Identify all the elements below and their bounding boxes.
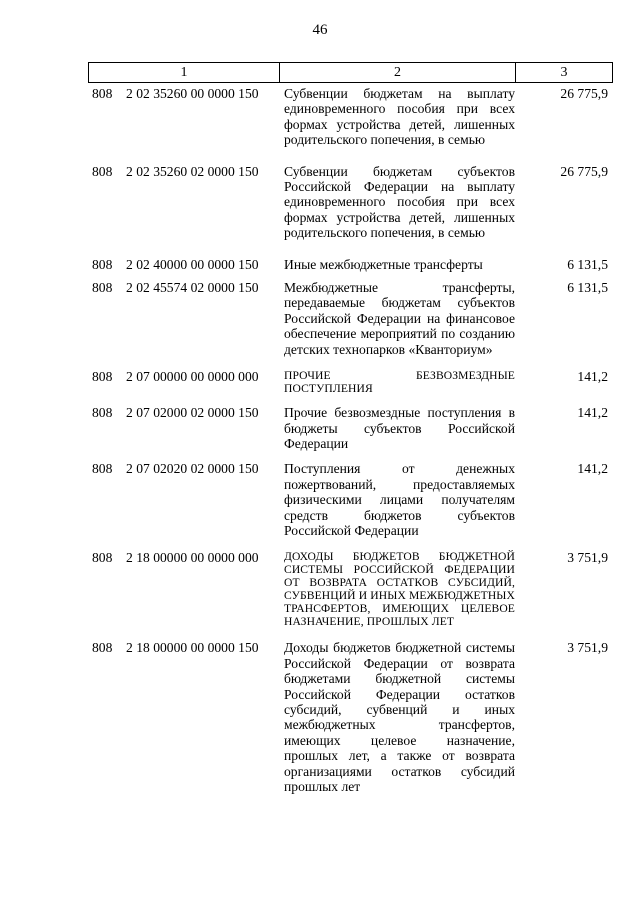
budget-code: 2 02 35260 02 0000 150 xyxy=(126,163,259,179)
table-row xyxy=(88,369,613,395)
amount-cell: 26 775,9 xyxy=(560,163,608,179)
admin-code: 808 xyxy=(92,405,113,421)
page-number: 46 xyxy=(312,22,328,38)
code-cell xyxy=(88,86,279,148)
description-cell: Субвенции бюджетам на выплату единовременного пособия при всех формах устройства детей, лишенных родительского попечения, в семью xyxy=(284,86,515,148)
table-header xyxy=(88,62,613,83)
header-col-1: 1 xyxy=(89,63,280,82)
description-cell: Субвенции бюджетам субъектов Российской Федерации на выплату единовременного пособия при всех формах устройства детей, лишенных родительского попечения, в семью xyxy=(284,163,515,241)
budget-code: 2 18 00000 00 0000 000 xyxy=(126,550,259,566)
description-cell: Прочие безвозмездные поступления в бюджеты субъектов Российской Федерации xyxy=(284,405,515,451)
admin-code: 808 xyxy=(92,86,113,101)
code-cell xyxy=(88,640,279,794)
budget-code: 2 07 02000 02 0000 150 xyxy=(126,405,259,421)
code-cell xyxy=(88,164,279,241)
table-row xyxy=(88,280,613,357)
admin-code: 808 xyxy=(92,256,113,272)
admin-code: 808 xyxy=(92,280,113,296)
table-row xyxy=(88,461,613,538)
description-cell: Межбюджетные трансферты, передаваемые бюджетам субъектов Российской Федерации на финансовое обеспечение мероприятий по созданию детских технопарков «Кванториум» xyxy=(284,280,515,357)
code-cell xyxy=(88,461,279,538)
amount-cell: 141,2 xyxy=(577,369,608,385)
table-row xyxy=(88,86,613,148)
budget-code: 2 18 00000 00 0000 150 xyxy=(126,640,259,656)
admin-code: 808 xyxy=(92,640,113,656)
amount-cell: 141,2 xyxy=(577,461,608,477)
code-cell xyxy=(88,280,279,357)
code-cell xyxy=(88,369,279,395)
description-cell: Поступления от денежных пожертвований, предоставляемых физическими лицами получателям средств бюджетов субъектов Российской Федерации xyxy=(284,461,515,538)
amount-cell: 3 751,9 xyxy=(567,550,608,566)
table-row xyxy=(88,550,613,628)
budget-code: 2 02 40000 00 0000 150 xyxy=(126,256,259,272)
budget-code: 2 02 45574 02 0000 150 xyxy=(126,280,259,296)
admin-code: 808 xyxy=(92,550,113,566)
amount-cell: 6 131,5 xyxy=(567,280,608,296)
amount-cell: 3 751,9 xyxy=(567,640,608,656)
amount-cell: 6 131,5 xyxy=(567,256,608,272)
budget-code: 2 07 00000 00 0000 000 xyxy=(126,369,259,385)
table-body xyxy=(88,86,613,794)
amount-cell: 26 775,9 xyxy=(560,86,608,101)
header-col-3: 3 xyxy=(560,64,568,80)
description-cell: Доходы бюджетов бюджетной системы Российской Федерации от возврата бюджетами бюджетной системы Российской Федерации остатков субсидий, субвенций и иных межбюджетных трансфертов, имеющих целевое назначение, прошлых лет, а также от возврата организациями остатков субсидий прошлых лет xyxy=(284,640,515,794)
admin-code: 808 xyxy=(92,369,113,385)
header-col-2: 2 xyxy=(280,63,516,82)
table-row xyxy=(88,164,613,241)
table-row xyxy=(88,640,613,794)
admin-code: 808 xyxy=(92,461,113,477)
table-row xyxy=(88,405,613,451)
table-row xyxy=(88,257,613,272)
description-cell: ДОХОДЫ БЮДЖЕТОВ БЮДЖЕТНОЙ СИСТЕМЫ РОССИЙСКОЙ ФЕДЕРАЦИИ ОТ ВОЗВРАТА ОСТАТКОВ СУБСИДИЙ, СУБВЕНЦИЙ И ИНЫХ МЕЖБЮДЖЕТНЫХ ТРАНСФЕРТОВ, ИМЕЮЩИХ ЦЕЛЕВОЕ НАЗНАЧЕНИЕ, ПРОШЛЫХ ЛЕТ xyxy=(284,550,515,629)
code-cell xyxy=(88,257,279,272)
description-cell: Иные межбюджетные трансферты xyxy=(284,256,483,272)
budget-code: 2 07 02020 02 0000 150 xyxy=(126,461,259,477)
budget-code: 2 02 35260 00 0000 150 xyxy=(126,86,259,101)
amount-cell: 141,2 xyxy=(577,405,608,421)
admin-code: 808 xyxy=(92,163,113,179)
code-cell xyxy=(88,405,279,451)
description-cell: ПРОЧИЕ БЕЗВОЗМЕЗДНЫЕ ПОСТУПЛЕНИЯ xyxy=(284,369,515,396)
code-cell xyxy=(88,550,279,628)
